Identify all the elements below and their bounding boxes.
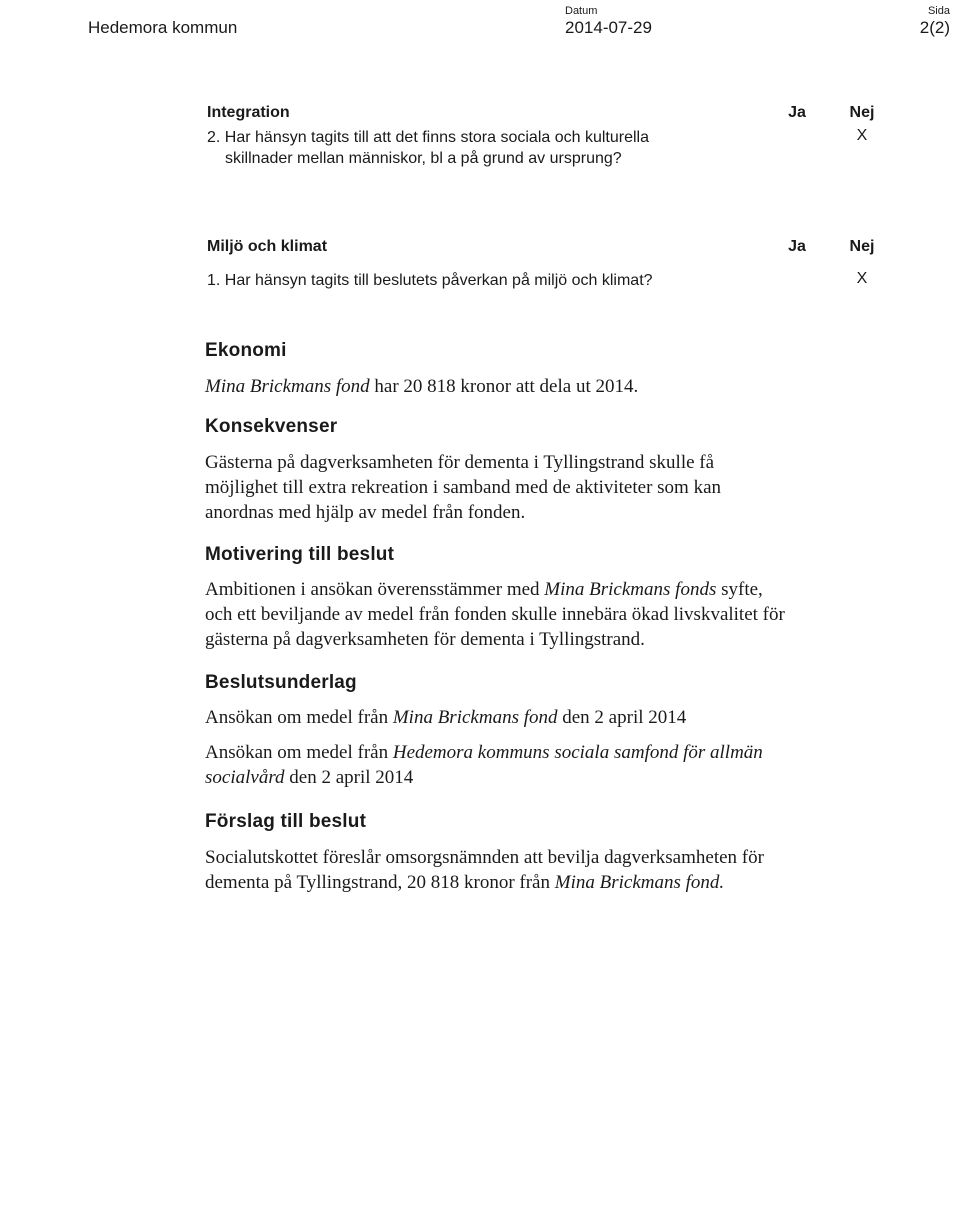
page-number: 2(2) (919, 18, 950, 37)
integration-col-no: Nej (849, 104, 875, 121)
integration-question-line2: skillnader mellan människor, bl a på grund av ursprung? (225, 150, 622, 167)
konsekvenser-line3: anordnas med hjälp av medel från fonden. (205, 502, 526, 523)
miljo-title: Miljö och klimat (207, 238, 328, 255)
motivering-line1: Ambitionen i ansökan överensstämmer med Mina Brickmans fonds syfte, (205, 579, 763, 600)
integration-col-yes: Ja (788, 104, 806, 121)
motivering-line3: gästerna på dagverksamheten för dementa i Tyllingstrand. (205, 629, 645, 650)
beslutsunderlag-item-2-line2: socialvård den 2 april 2014 (205, 767, 414, 788)
fund-name: Mina Brickmans fond (392, 707, 558, 728)
ekonomi-heading: Ekonomi (205, 340, 287, 361)
fund-name: Hedemora kommuns sociala samfond för allmän (392, 742, 763, 763)
integration-answer-mark: X (856, 127, 868, 144)
forslag-line2: dementa på Tyllingstrand, 20 818 kronor från Mina Brickmans fond. (205, 872, 725, 893)
fund-name: Mina Brickmans fonds (544, 579, 717, 600)
fund-name: socialvård (205, 767, 285, 788)
fund-name: Mina Brickmans fond. (554, 872, 725, 893)
forslag-line1: Socialutskottet föreslår omsorgsnämnden att bevilja dagverksamheten för (205, 847, 764, 868)
miljo-col-no: Nej (849, 238, 875, 255)
konsekvenser-line1: Gästerna på dagverksamheten för dementa i Tyllingstrand skulle få (205, 452, 715, 473)
motivering-heading: Motivering till beslut (205, 544, 395, 565)
fund-name: Mina Brickmans fond (205, 376, 370, 397)
miljo-col-yes: Ja (788, 238, 806, 255)
beslutsunderlag-item-1: Ansökan om medel från Mina Brickmans fond den 2 april 2014 (205, 707, 687, 728)
organization-name: Hedemora kommun (88, 18, 238, 37)
konsekvenser-line2: möjlighet till extra rekreation i samband med de aktiviteter som kan (205, 477, 722, 498)
beslutsunderlag-heading: Beslutsunderlag (205, 672, 357, 693)
forslag-heading: Förslag till beslut (205, 811, 367, 832)
date-label: Datum (565, 5, 598, 17)
document-date: 2014-07-29 (565, 18, 652, 37)
beslutsunderlag-item-2-line1: Ansökan om medel från Hedemora kommuns sociala samfond för allmän (205, 742, 763, 763)
konsekvenser-heading: Konsekvenser (205, 416, 338, 437)
miljo-question: 1. Har hänsyn tagits till beslutets påverkan på miljö och klimat? (207, 272, 653, 289)
motivering-line2: och ett beviljande av medel från fonden skulle innebära ökad livskvalitet för (205, 604, 785, 625)
integration-question-line1: 2. Har hänsyn tagits till att det finns stora sociala och kulturella (207, 129, 649, 146)
miljo-answer-mark: X (856, 270, 868, 287)
page-label: Sida (927, 5, 950, 17)
ekonomi-text: Mina Brickmans fond har 20 818 kronor att dela ut 2014. (205, 376, 639, 397)
integration-title: Integration (207, 104, 290, 121)
